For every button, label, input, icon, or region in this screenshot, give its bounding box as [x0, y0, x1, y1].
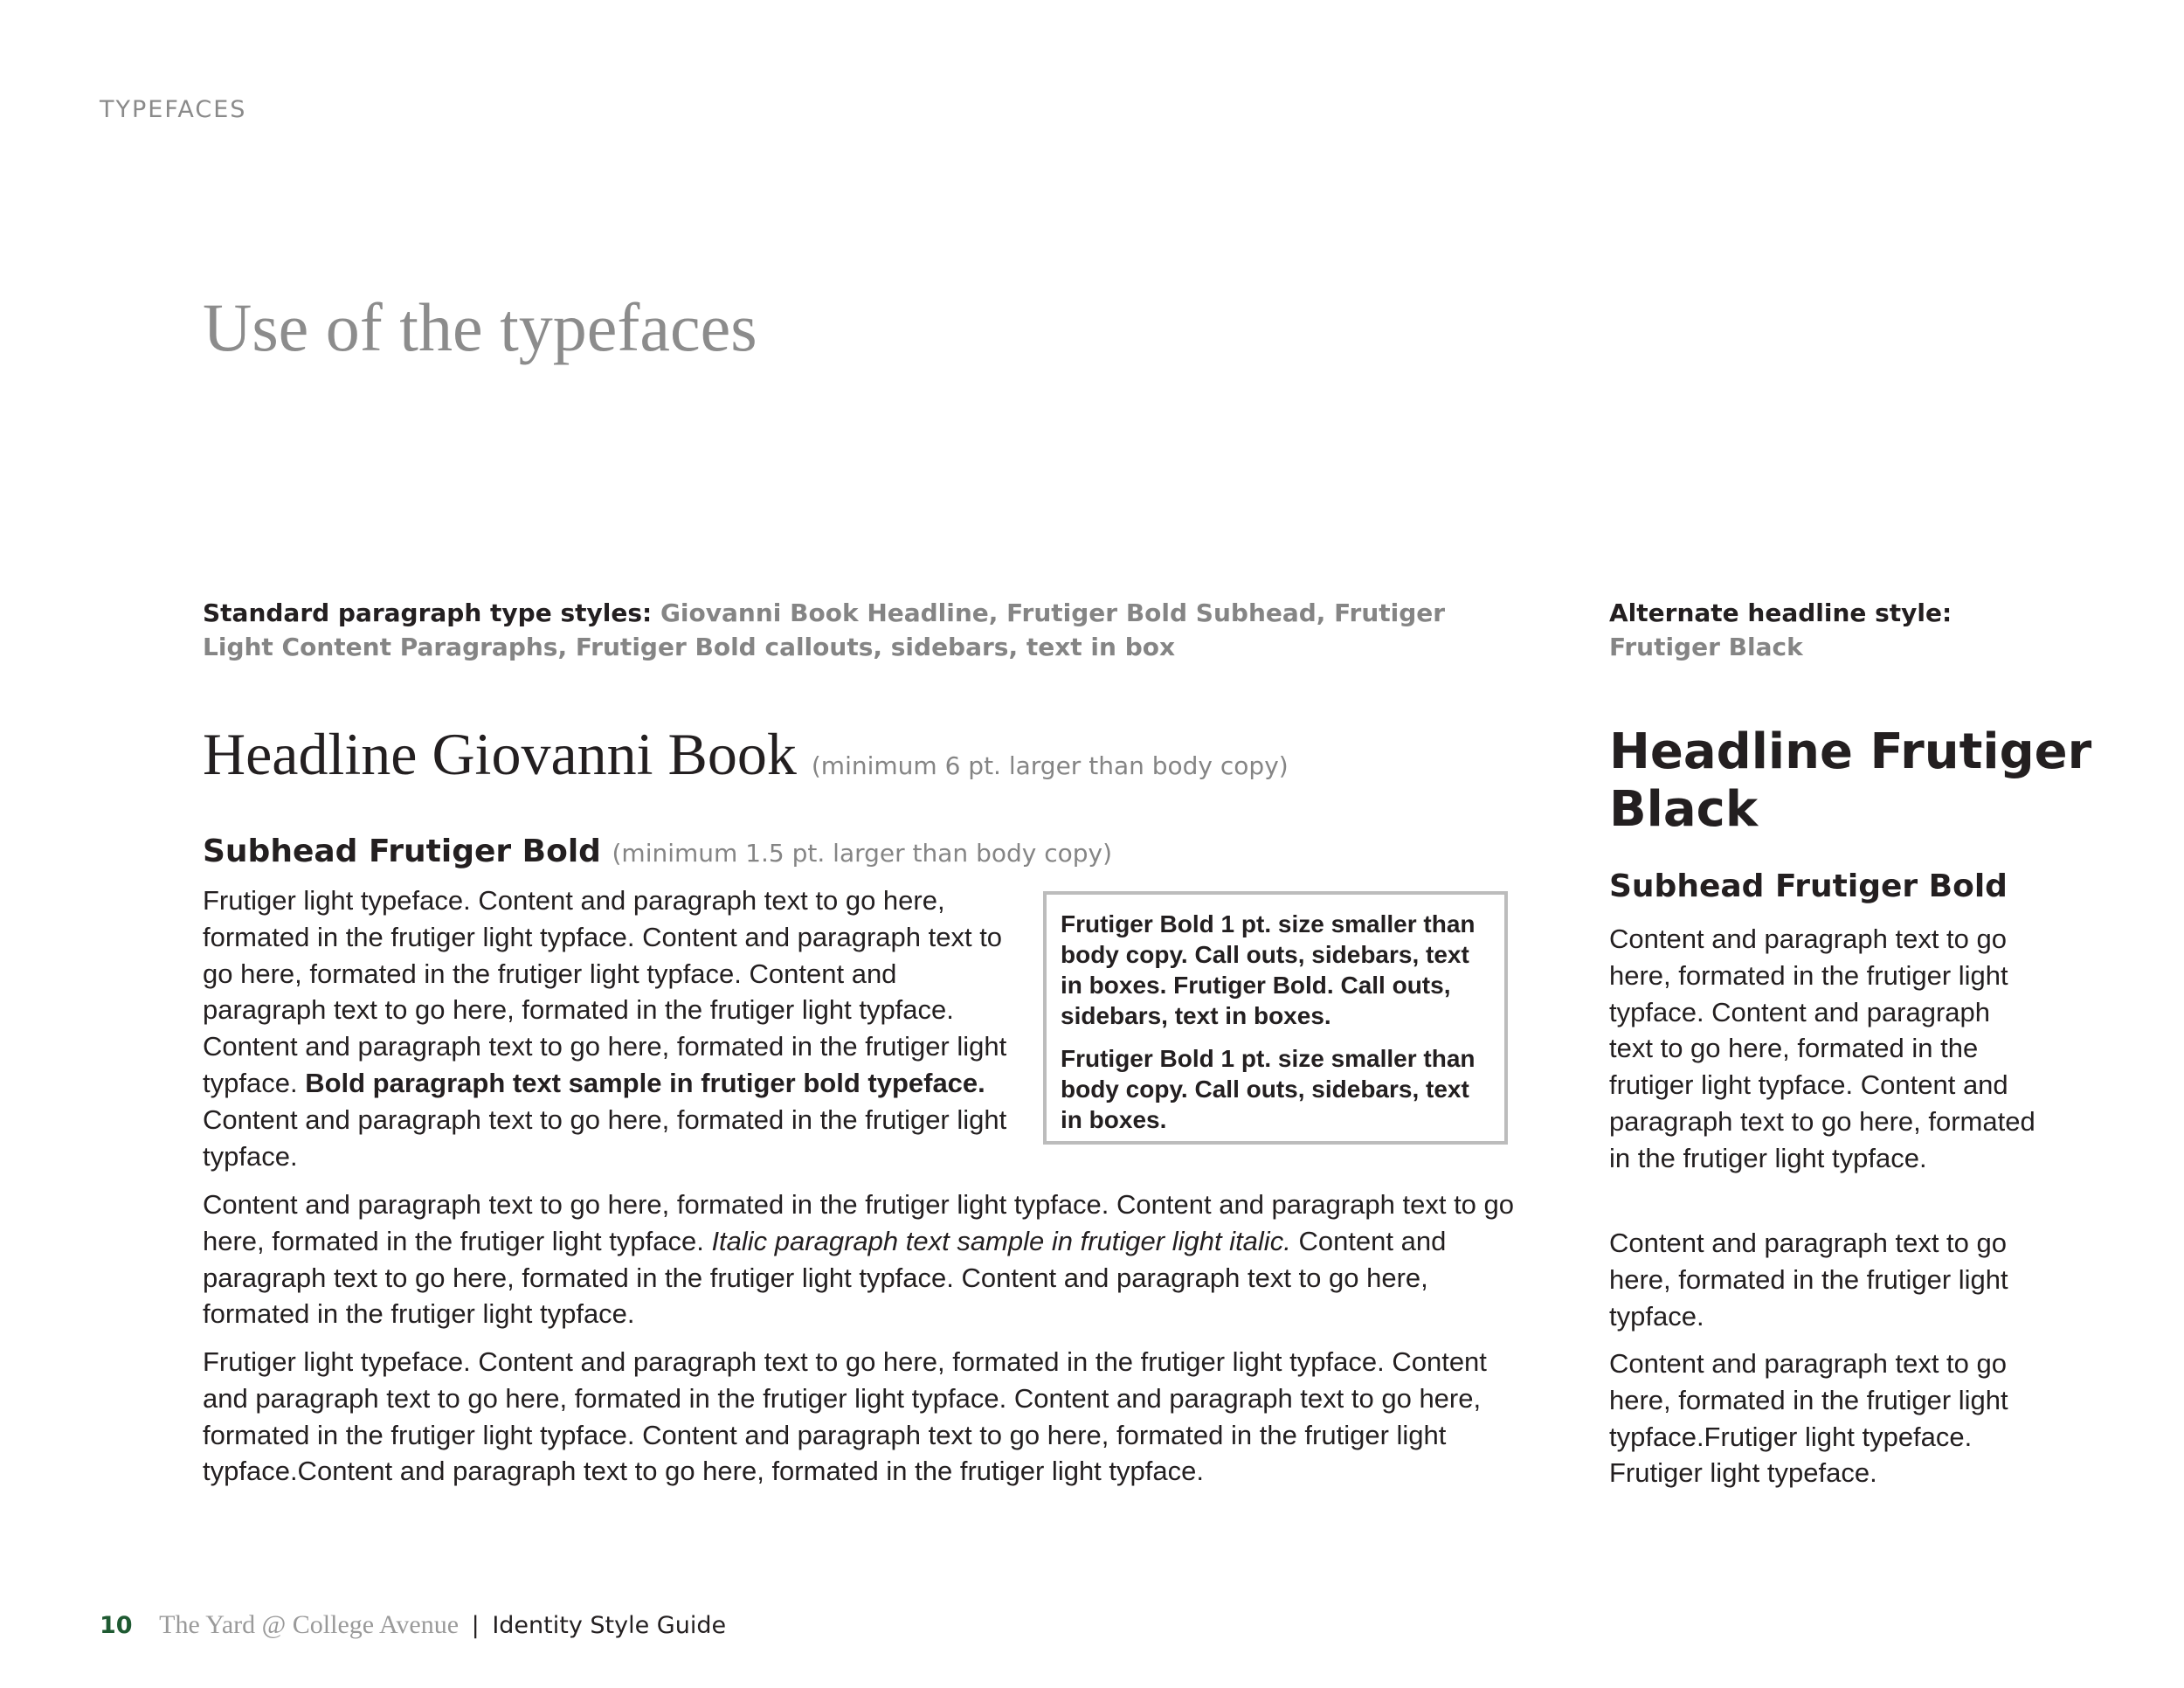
- alternate-subhead: Subhead Frutiger Bold: [1609, 868, 2008, 904]
- section-label: TYPEFACES: [100, 96, 247, 123]
- subhead-text: Subhead Frutiger Bold: [203, 834, 601, 869]
- footer-guide-title: Identity Style Guide: [492, 1612, 727, 1639]
- p1-bold-sample: Bold paragraph text sample in frutiger bold typeface.: [305, 1067, 985, 1098]
- sample-headline: [203, 715, 1289, 806]
- callout-box: [1043, 891, 1508, 1145]
- intro-text: Giovanni Book Headline, Frutiger Bold Subhead, Frutiger Light Content Paragraphs, Frutiger Bold callouts, sidebars, text in box: [203, 598, 1446, 661]
- alternate-paragraph-2: Content and paragraph text to go here, formated in the frutiger light typface.: [1609, 1228, 2008, 1332]
- p2-text-b: Content and paragraph text to go here, formated in the frutiger light typface. Content and paragraph text to go here, formated in the frutiger light typface.: [203, 1225, 1447, 1330]
- alt-intro-text: Frutiger Black: [1609, 633, 1803, 661]
- intro-lead: Standard paragraph type styles:: [203, 598, 653, 627]
- standard-styles-intro: [203, 596, 1461, 664]
- page-number: 10: [100, 1612, 133, 1639]
- alternate-paragraph-1: Content and paragraph text to go here, formated in the frutiger light typface. Content and paragraph text to go here, formated in the frutiger light typface. Content and paragraph text to go here, formated in the frutiger light typface.: [1609, 924, 2035, 1173]
- alternate-style-intro: [1609, 596, 2098, 664]
- p1-text-b: Content and paragraph text to go here, formated in the frutiger light typface.: [203, 1103, 1007, 1172]
- body-paragraph-1: [203, 882, 1015, 1174]
- footer-separator: |: [471, 1612, 480, 1639]
- callout-paragraph-2: Frutiger Bold 1 pt. size smaller than body copy. Call outs, sidebars, text in boxes.: [1061, 1045, 1476, 1133]
- callout-paragraph-1: Frutiger Bold 1 pt. size smaller than body copy. Call outs, sidebars, text in boxes. Frutiger Bold. Call outs, sidebars, text in boxes.: [1061, 910, 1476, 1029]
- page-title: Use of the typefaces: [203, 289, 757, 365]
- alt-intro-lead: Alternate headline style:: [1609, 598, 1952, 627]
- p1-text-a: Frutiger light typeface. Content and paragraph text to go here, formated in the frutiger light typface. Content and paragraph text to go here, formated in the frutiger light typface. Content and paragraph text to go here, formated in the frutiger light typface. Content and paragraph text to go here, formated in the frutiger light typface.: [203, 885, 1007, 1098]
- subhead-note: (minimum 1.5 pt. larger than body copy): [612, 839, 1113, 868]
- sample-subhead: [203, 830, 1112, 875]
- alternate-headline: Headline Frutiger Black: [1609, 723, 2092, 838]
- page-footer: [100, 1608, 726, 1643]
- headline-note: (minimum 6 pt. larger than body copy): [811, 751, 1289, 780]
- p2-text-a: Content and paragraph text to go here, formated in the frutiger light typface. Content and paragraph text to go here, formated in the frutiger light typface.: [203, 1189, 1515, 1256]
- p2-italic-sample: Italic paragraph text sample in frutiger light italic.: [711, 1225, 1291, 1256]
- body-paragraph-3: Frutiger light typeface. Content and paragraph text to go here, formated in the frutiger light typface. Content and paragraph text to go here, formated in the frutiger light typface. Content and paragraph text to go here, formated in the frutiger light typface. Content and paragraph text to go here, formated in the frutiger light typface.Content and paragraph text to go here, formated in the frutiger light typface.: [203, 1346, 1487, 1487]
- alternate-paragraph-3: Content and paragraph text to go here, formated in the frutiger light typface.Frutiger light typeface. Frutiger light typeface.: [1609, 1348, 2008, 1489]
- footer-brand: The Yard @ College Avenue: [159, 1610, 460, 1639]
- headline-text: Headline Giovanni Book: [203, 721, 797, 787]
- body-paragraph-2: [203, 1186, 1522, 1332]
